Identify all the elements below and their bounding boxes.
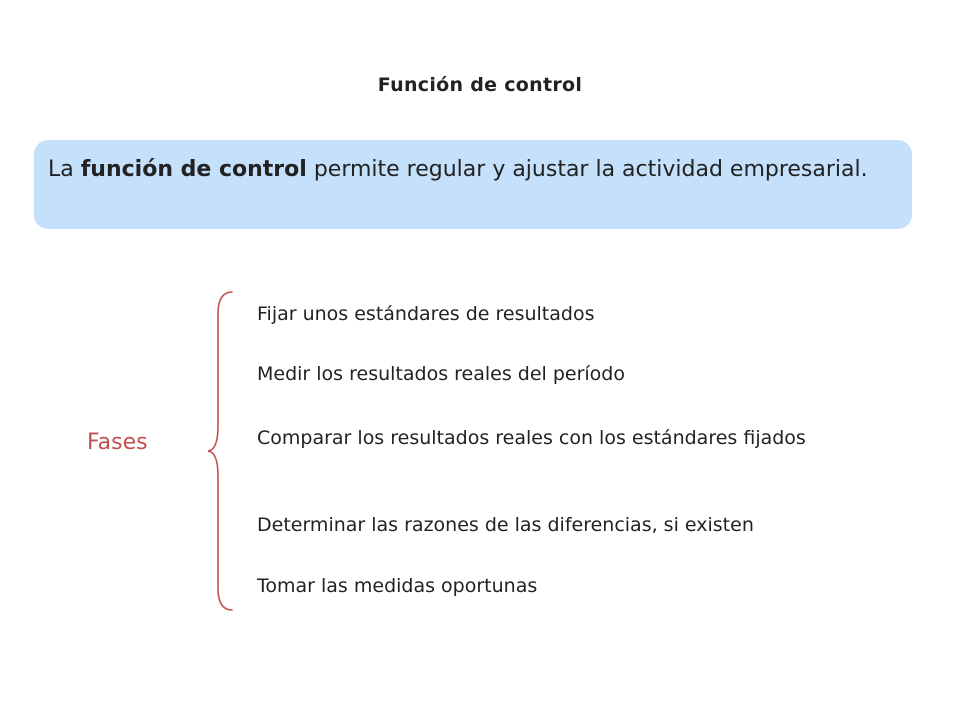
definition-emphasis: función de control xyxy=(80,157,307,182)
phase-item-5: Tomar las medidas oportunas xyxy=(257,575,538,597)
definition-box xyxy=(34,140,912,229)
phase-item-2: Medir los resultados reales del período xyxy=(257,363,625,385)
phase-item-1: Fijar unos estándares de resultados xyxy=(257,303,595,325)
curly-brace-icon xyxy=(200,290,240,612)
definition-suffix: permite regular y ajustar la actividad empresarial. xyxy=(306,157,868,182)
phase-item-3: Comparar los resultados reales con los estándares fijados xyxy=(257,427,806,449)
definition-prefix: La xyxy=(48,157,81,182)
fases-label: Fases xyxy=(87,430,148,455)
page-title: Función de control xyxy=(377,74,583,96)
phase-item-4: Determinar las razones de las diferencias, si existen xyxy=(257,514,754,536)
